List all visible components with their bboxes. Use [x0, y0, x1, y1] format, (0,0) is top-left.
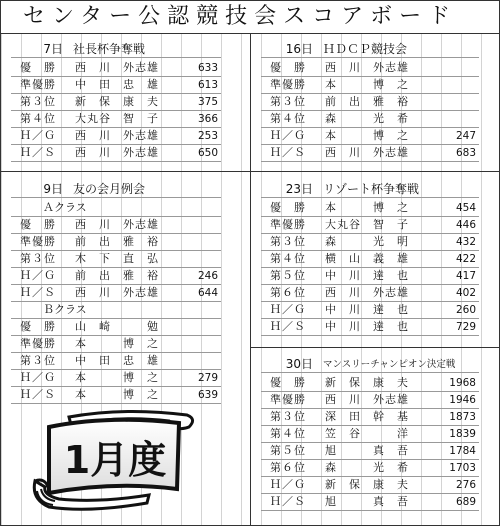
result-row — [261, 217, 479, 234]
panel-title-row — [261, 181, 479, 198]
result-row — [11, 319, 221, 336]
result-row — [261, 94, 479, 111]
class-label: Ａクラス — [43, 201, 87, 214]
score-value: 644 — [197, 287, 218, 299]
player-name: 森 光 希 — [325, 461, 409, 474]
score-value: 432 — [455, 236, 476, 248]
player-name: 新 保 康 夫 — [325, 376, 409, 389]
player-name: 本 博 之 — [75, 337, 159, 350]
result-row — [261, 409, 479, 426]
score-value: 276 — [455, 479, 476, 491]
column-divider — [250, 34, 251, 526]
rank-label: Ｈ／Ｇ — [20, 129, 56, 142]
score-value: 279 — [197, 372, 218, 384]
player-name: 中 川 達 也 — [325, 303, 409, 316]
rank-label: Ｈ／Ｇ — [270, 303, 306, 316]
rank-label: 優 勝 — [270, 61, 306, 74]
rank-label: 第３位 — [20, 252, 56, 265]
player-name: 前 出 雅 裕 — [325, 95, 409, 108]
rank-label: Ｈ／Ｓ — [270, 495, 306, 508]
player-name: 中 田 忠 雄 — [75, 78, 159, 91]
rank-label: Ｈ／Ｓ — [270, 320, 306, 333]
player-name: 深 田 幹 基 — [325, 410, 409, 423]
player-name: 西 川 外志雄 — [325, 286, 409, 299]
result-row — [261, 234, 479, 251]
player-name: 旭 真 吾 — [325, 495, 409, 508]
player-name: 中 川 達 也 — [325, 320, 409, 333]
player-name: 中 川 達 也 — [325, 269, 409, 282]
player-name: 西 川 外志雄 — [75, 218, 159, 231]
rank-label: Ｈ／Ｓ — [20, 286, 56, 299]
player-name: 新 保 康 夫 — [325, 478, 409, 491]
rank-label: 優 勝 — [270, 376, 306, 389]
rank-label: Ｈ／Ｇ — [20, 371, 56, 384]
score-value: 1703 — [449, 462, 476, 474]
result-row — [11, 128, 221, 145]
rank-label: 優 勝 — [270, 201, 306, 214]
result-row — [261, 392, 479, 409]
result-row — [261, 200, 479, 217]
result-row — [261, 426, 479, 443]
rank-label: 第４位 — [270, 427, 306, 440]
rank-label: Ｈ／Ｇ — [270, 478, 306, 491]
rank-label: Ｈ／Ｇ — [20, 269, 56, 282]
player-name: 西 川 外志雄 — [75, 61, 159, 74]
result-row — [261, 443, 479, 460]
rank-label: 優 勝 — [20, 218, 56, 231]
rank-label: 準優勝 — [20, 78, 56, 91]
result-row — [261, 145, 479, 162]
score-value: 253 — [197, 130, 218, 142]
player-name: 本 博 之 — [75, 388, 159, 401]
result-row — [11, 77, 221, 94]
rank-label: 第３位 — [20, 354, 56, 367]
player-name: 西 川 外志雄 — [75, 286, 159, 299]
rank-label: 第６位 — [270, 461, 306, 474]
banner-text: 1月度 — [63, 438, 167, 482]
result-row — [261, 128, 479, 145]
result-row — [261, 285, 479, 302]
result-row — [11, 111, 221, 128]
event-date: 23日 — [285, 182, 313, 196]
rank-label: 準優勝 — [270, 218, 306, 231]
score-value: 1873 — [449, 411, 476, 423]
rank-label: 準優勝 — [270, 78, 306, 91]
rank-label: Ｈ／Ｓ — [20, 388, 56, 401]
score-value: 446 — [455, 219, 476, 231]
result-row — [261, 302, 479, 319]
score-value: 639 — [197, 389, 218, 401]
rank-label: 第３位 — [270, 95, 306, 108]
rank-label: 第５位 — [270, 444, 306, 457]
rank-label: 第３位 — [20, 95, 56, 108]
event-name: 友の会月例会 — [73, 182, 146, 196]
rank-label: Ｈ／Ｓ — [20, 146, 56, 159]
score-value: 246 — [197, 270, 218, 282]
event-name: リゾート杯争奪戦 — [323, 182, 420, 196]
result-row — [11, 60, 221, 77]
player-name: 山 崎 勉 — [75, 320, 159, 333]
result-row — [11, 285, 221, 302]
player-name: 本 博 之 — [325, 78, 409, 91]
score-value: 1968 — [449, 377, 476, 389]
result-row — [11, 268, 221, 285]
score-value: 260 — [455, 304, 476, 316]
player-name: 横 山 義 雄 — [325, 252, 409, 265]
player-name: 西 川 外志雄 — [325, 146, 409, 159]
player-name: 中 田 忠 雄 — [75, 354, 159, 367]
player-name: 旭 真 吾 — [325, 444, 409, 457]
player-name: 本 博 之 — [75, 371, 159, 384]
panel-title-row — [261, 356, 479, 373]
result-row — [261, 460, 479, 477]
score-value: 633 — [197, 62, 218, 74]
score-value: 689 — [455, 496, 476, 508]
player-name: 大丸谷 智 子 — [325, 218, 409, 231]
rank-label: 優 勝 — [20, 61, 56, 74]
result-row — [11, 217, 221, 234]
rank-label: Ｈ／Ｇ — [270, 129, 306, 142]
score-value: 454 — [455, 202, 476, 214]
result-row — [261, 494, 479, 511]
rank-label: 準優勝 — [20, 235, 56, 248]
rank-label: 第４位 — [270, 252, 306, 265]
event-date: 16日 — [285, 42, 313, 56]
score-value: 247 — [455, 130, 476, 142]
rank-label: 第４位 — [270, 112, 306, 125]
result-row — [261, 268, 479, 285]
score-value: 422 — [455, 253, 476, 265]
player-name: 西 川 外志雄 — [75, 146, 159, 159]
score-value: 650 — [197, 147, 218, 159]
score-value: 366 — [197, 113, 218, 125]
result-row — [11, 370, 221, 387]
result-row — [11, 234, 221, 251]
section-divider-left — [1, 171, 250, 172]
section-divider-right-bottom — [251, 347, 500, 348]
event-date: 7日 — [43, 42, 63, 56]
result-row — [261, 111, 479, 128]
player-name: 前 出 雅 裕 — [75, 269, 159, 282]
result-row — [11, 251, 221, 268]
panel-title-row — [261, 41, 479, 58]
month-banner — [29, 407, 199, 515]
score-value: 417 — [455, 270, 476, 282]
player-name: 本 博 之 — [325, 201, 409, 214]
class-header-row — [11, 200, 221, 217]
result-row — [261, 319, 479, 336]
result-row — [261, 251, 479, 268]
result-row — [261, 477, 479, 494]
rank-label: 第６位 — [270, 286, 306, 299]
rank-label: 準優勝 — [20, 337, 56, 350]
rank-label: 優 勝 — [20, 320, 56, 333]
player-name: 本 博 之 — [325, 129, 409, 142]
result-row — [11, 336, 221, 353]
score-value: 1946 — [449, 394, 476, 406]
player-name: 西 川 外志雄 — [325, 61, 409, 74]
player-name: 森 光 明 — [325, 235, 409, 248]
result-row — [11, 94, 221, 111]
rank-label: 第３位 — [270, 410, 306, 423]
player-name: 森 光 希 — [325, 112, 409, 125]
player-name: 木 下 直 弘 — [75, 252, 159, 265]
result-row — [11, 387, 221, 404]
board-title: センター公認競技会スコアボード — [23, 4, 458, 29]
event-date: 9日 — [43, 182, 63, 196]
class-label: Ｂクラス — [43, 303, 87, 316]
board-title-bar — [1, 1, 500, 34]
score-value: 729 — [455, 321, 476, 333]
event-date: 30日 — [285, 357, 313, 371]
score-value: 402 — [455, 287, 476, 299]
rank-label: 第４位 — [20, 112, 56, 125]
rank-label: 第３位 — [270, 235, 306, 248]
section-divider-right-top — [251, 171, 500, 172]
rank-label: 第５位 — [270, 269, 306, 282]
player-name: 笠 谷 洋 — [325, 427, 409, 440]
result-row — [261, 375, 479, 392]
score-value: 613 — [197, 79, 218, 91]
class-header-row — [11, 302, 221, 319]
rank-label: Ｈ／Ｓ — [270, 146, 306, 159]
score-value: 375 — [197, 96, 218, 108]
event-name: ＨＤＣＰ競技会 — [323, 42, 408, 56]
score-value: 1784 — [449, 445, 476, 457]
event-name: マンスリーチャンピオン決定戦 — [323, 359, 456, 370]
score-value: 1839 — [449, 428, 476, 440]
player-name: 大丸谷 智 子 — [75, 112, 159, 125]
event-name: 社長杯争奪戦 — [73, 42, 146, 56]
result-row — [261, 77, 479, 94]
result-row — [11, 145, 221, 162]
player-name: 西 川 外志雄 — [325, 393, 409, 406]
result-row — [11, 353, 221, 370]
rank-label: 準優勝 — [270, 393, 306, 406]
score-value: 683 — [455, 147, 476, 159]
player-name: 新 保 康 夫 — [75, 95, 159, 108]
player-name: 前 出 雅 裕 — [75, 235, 159, 248]
result-row — [261, 60, 479, 77]
panel-title-row — [11, 181, 221, 198]
panel-title-row — [11, 41, 221, 58]
player-name: 西 川 外志雄 — [75, 129, 159, 142]
